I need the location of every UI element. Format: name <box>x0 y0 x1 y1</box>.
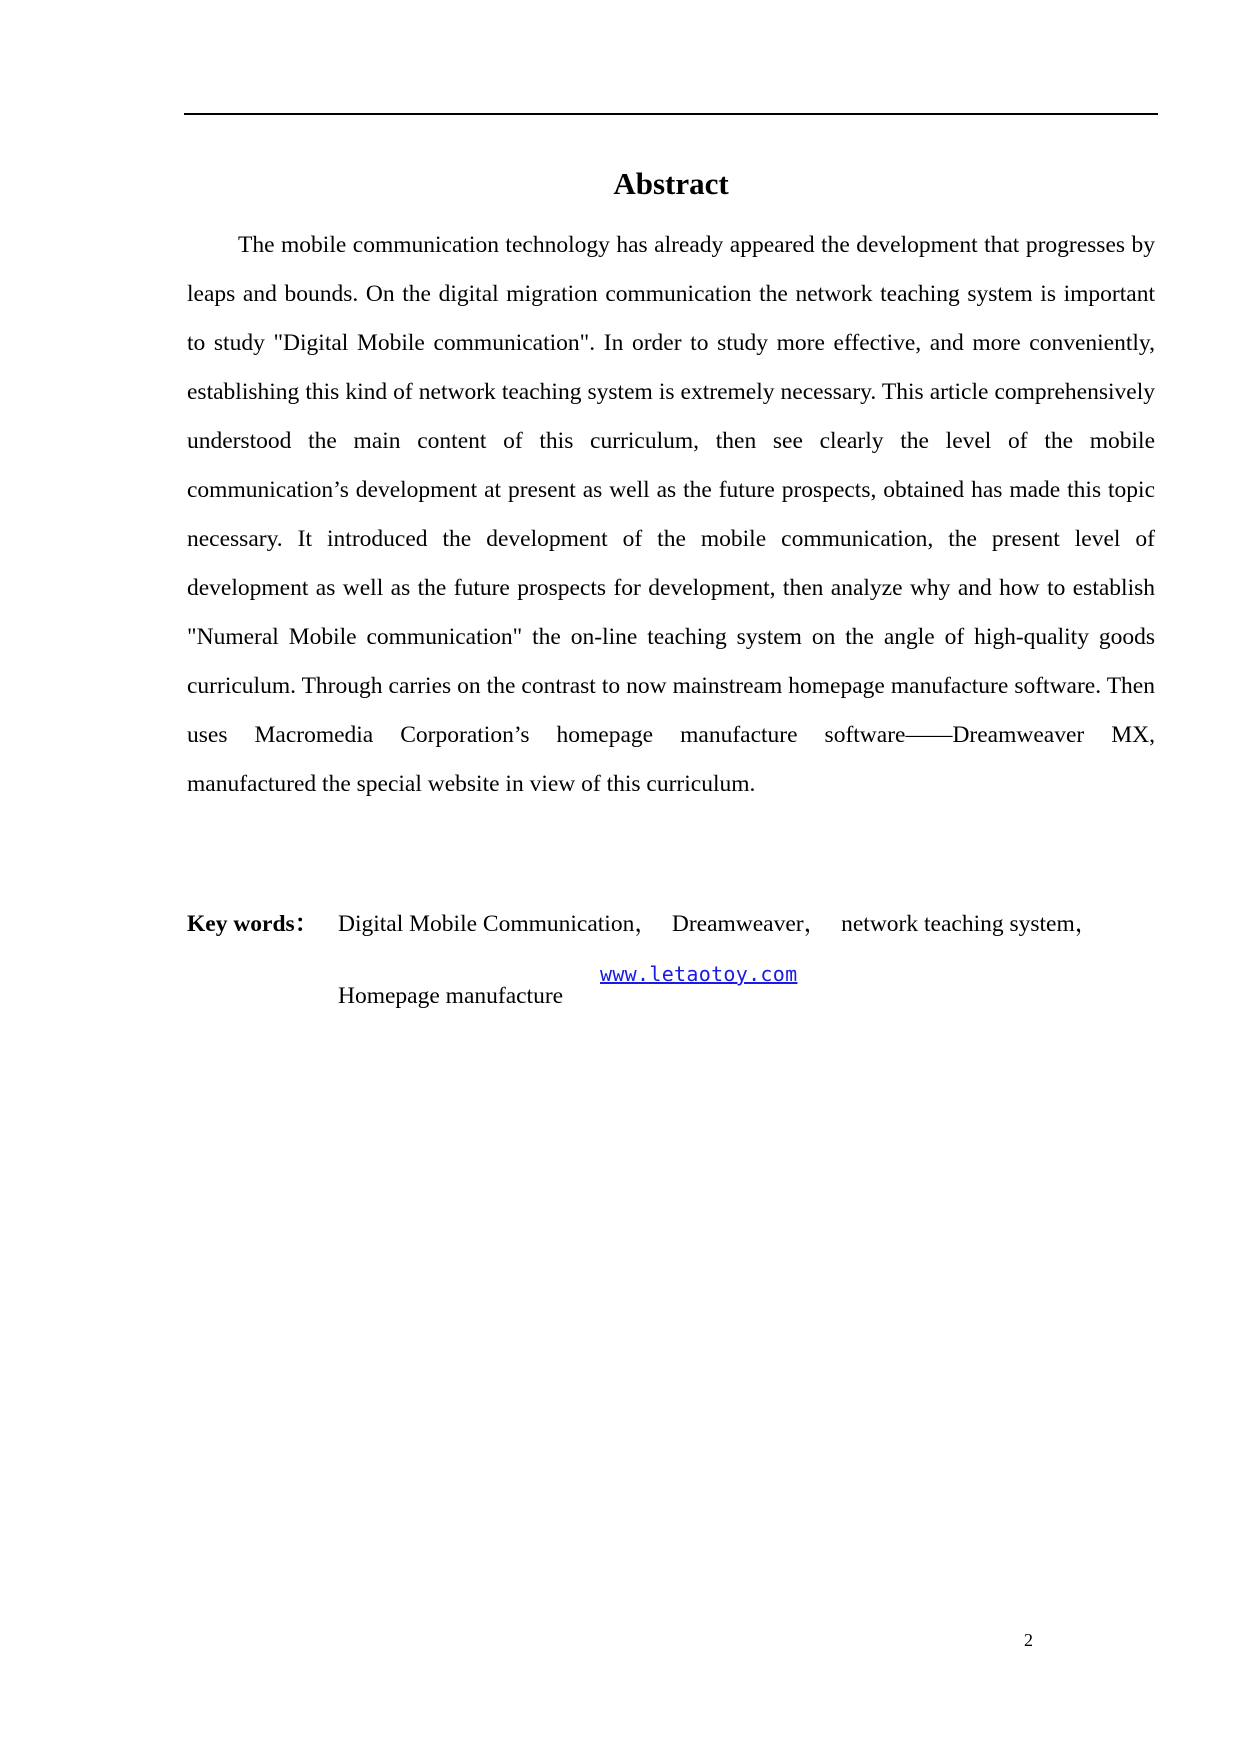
keywords-label: Key words： <box>187 911 319 937</box>
page-number: 2 <box>1024 1630 1033 1650</box>
keywords-line <box>187 904 1112 944</box>
header-rule <box>184 113 1158 115</box>
keyword-item: Digital Mobile Communication， <box>338 911 658 937</box>
page-title: Abstract <box>613 166 729 201</box>
abstract-paragraph: The mobile communication technology has already appeared the development that progresses by leaps and bounds. On the digital migration communication the network teaching system is important to study "Digital Mobile communication". In order to study more effective, and more conveniently, establishing this kind of network teaching system is extremely necessary. This article comprehensively understood the main content of this curriculum, then see clearly the level of the mobile communication’s development at present as well as the future prospects, obtained has made this topic necessary. It introduced the development of the mobile communication, the present level of development as well as the future prospects for development, then analyze why and how to establish "Numeral Mobile communication" the on-line teaching system on the angle of high-quality goods curriculum. Through carries on the contrast to now mainstream homepage manufacture software. Then uses Macromedia Corporation’s homepage manufacture software——Dreamweaver MX, manufactured the special website in view of this curriculum. <box>187 232 1155 797</box>
website-link[interactable]: www.letaotoy.com <box>600 962 798 986</box>
keywords-line-continued <box>338 976 563 1016</box>
keyword-item: network teaching system， <box>841 911 1099 937</box>
keyword-item: Homepage manufacture <box>338 983 564 1009</box>
keyword-item: Dreamweaver， <box>671 911 828 937</box>
